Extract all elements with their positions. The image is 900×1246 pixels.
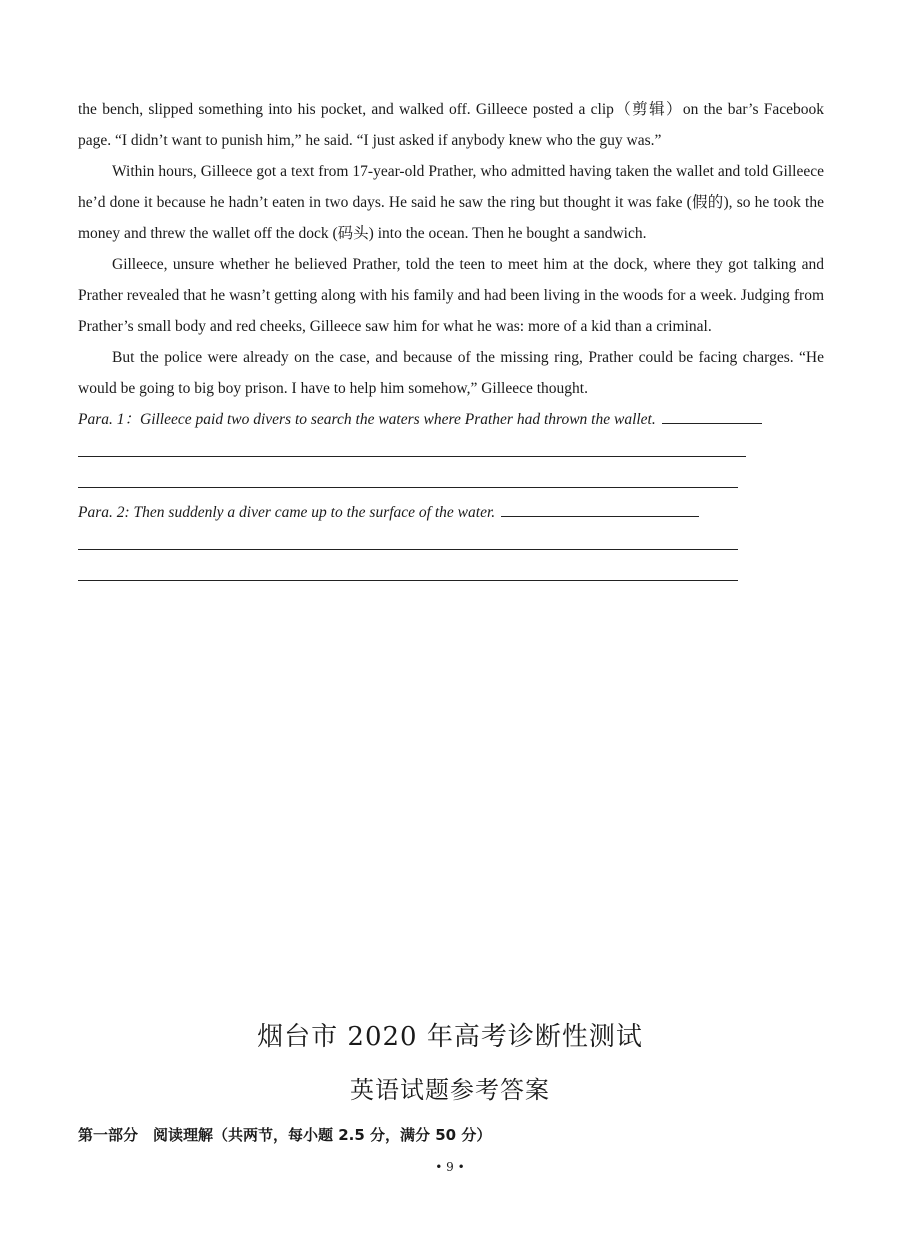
answer-blank-inline-1[interactable]	[662, 409, 762, 424]
answer-line[interactable]	[78, 466, 824, 497]
answer-key-title: 烟台市 2020 年高考诊断性测试	[257, 1022, 643, 1052]
prompt-para-2	[78, 497, 824, 528]
prompt-para-1-text: Para. 1：Gilleece paid two divers to search the waters where Prather had thrown the wallet.	[78, 411, 656, 428]
answer-line[interactable]	[78, 528, 824, 559]
answer-line[interactable]	[78, 435, 824, 466]
passage-paragraph-2: Within hours, Gilleece got a text from 17-year-old Prather, who admitted having taken the wallet and told Gilleece he’d done it because he hadn’t eaten in two days. He said he saw the ring but thought it was fake (假的), so he took the money and threw the wallet off the dock (码头) into the ocean. Then he bought a sandwich.	[78, 163, 824, 242]
passage-paragraph-4: But the police were already on the case, and because of the missing ring, Prather could be facing charges. “He would be going to big boy prison. I have to help him somehow,” Gilleece thought.	[78, 349, 824, 397]
prompt-para-1	[78, 404, 824, 435]
answer-blank-inline-2[interactable]	[501, 502, 699, 517]
answer-key-subtitle: 英语试题参考答案	[350, 1076, 550, 1104]
passage-body	[78, 94, 824, 590]
answer-line[interactable]	[78, 559, 824, 590]
section-heading: 第一部分 阅读理解（共两节，每小题 2.5 分，满分 50 分）	[78, 1126, 492, 1144]
prompt-para-2-text: Para. 2: Then suddenly a diver came up to the surface of the water.	[78, 504, 496, 521]
passage-paragraph-3: Gilleece, unsure whether he believed Prather, told the teen to meet him at the dock, where they got talking and Prather revealed that he wasn’t getting along with his family and had been living in the woods for a week. Judging from Prather’s small body and red cheeks, Gilleece saw him for what he was: more of a kid than a criminal.	[78, 256, 824, 335]
page-number: • 9 •	[435, 1160, 465, 1174]
passage-paragraph-1: the bench, slipped something into his pocket, and walked off. Gilleece posted a clip（剪辑）on the bar’s Facebook page. “I didn’t want to punish him,” he said. “I just asked if anybody knew who the guy was.”	[78, 101, 824, 149]
